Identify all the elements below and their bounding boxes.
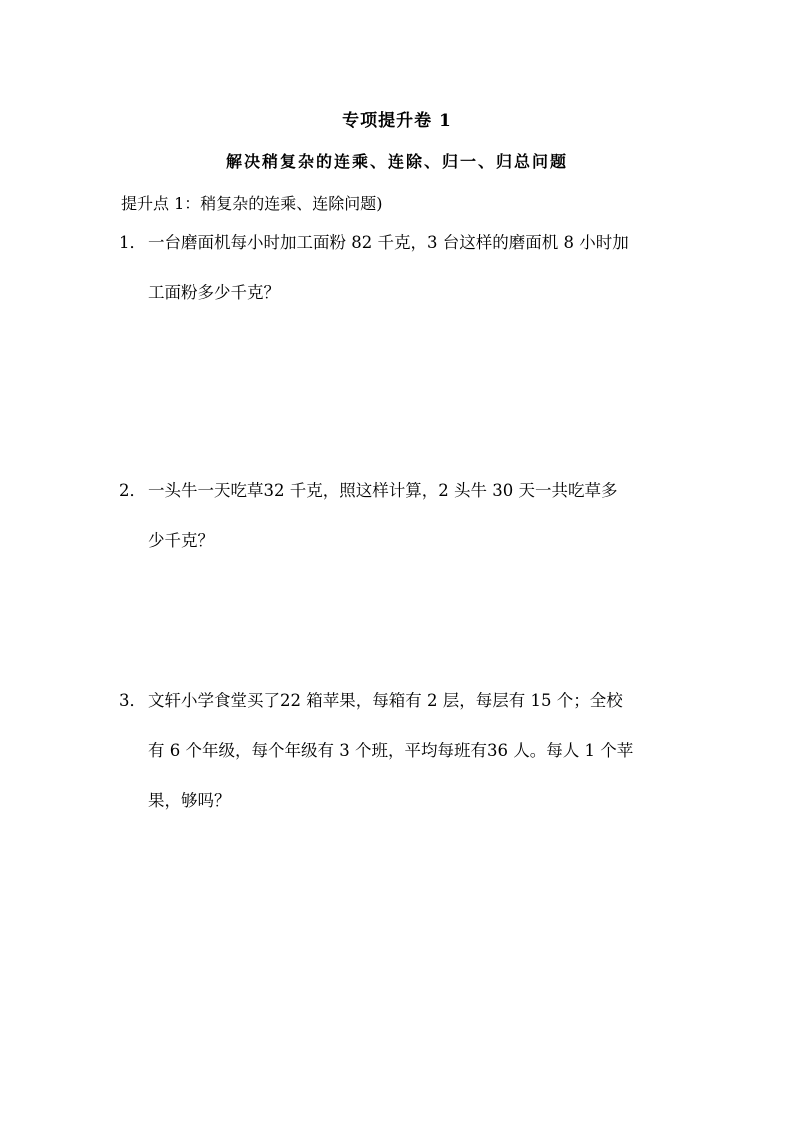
question-text: 果，够吗？ [148, 791, 231, 810]
question-number: 3． [119, 691, 146, 710]
question-line [119, 479, 689, 529]
question-line [119, 689, 689, 739]
section-heading: 提升点 1：稍复杂的连乘、连除问题) [121, 194, 383, 213]
question-text: 有 6 个年级，每个年级有 3 个班，平均每班有36 人。每人 1 个苹 [148, 741, 634, 760]
question-number: 2． [119, 481, 146, 500]
question-number: 1． [119, 233, 146, 252]
question-line [119, 231, 689, 281]
question-1 [119, 231, 689, 331]
question-text: 一台磨面机每小时加工面粉 82 千克，3 台这样的磨面机 8 小时加 [148, 233, 629, 252]
page-title: 专项提升卷 1 [342, 111, 452, 131]
question-text: 一头牛一天吃草32 千克，照这样计算，2 头牛 30 天一共吃草多 [148, 481, 618, 500]
page-subtitle: 解决稍复杂的连乘、连除、归一、归总问题 [225, 152, 568, 171]
question-text: 少千克？ [148, 531, 214, 550]
question-3 [119, 689, 689, 839]
question-text: 文轩小学食堂买了22 箱苹果，每箱有 2 层，每层有 15 个；全校 [148, 691, 623, 710]
question-text: 工面粉多少千克？ [148, 283, 280, 302]
question-2 [119, 479, 689, 579]
